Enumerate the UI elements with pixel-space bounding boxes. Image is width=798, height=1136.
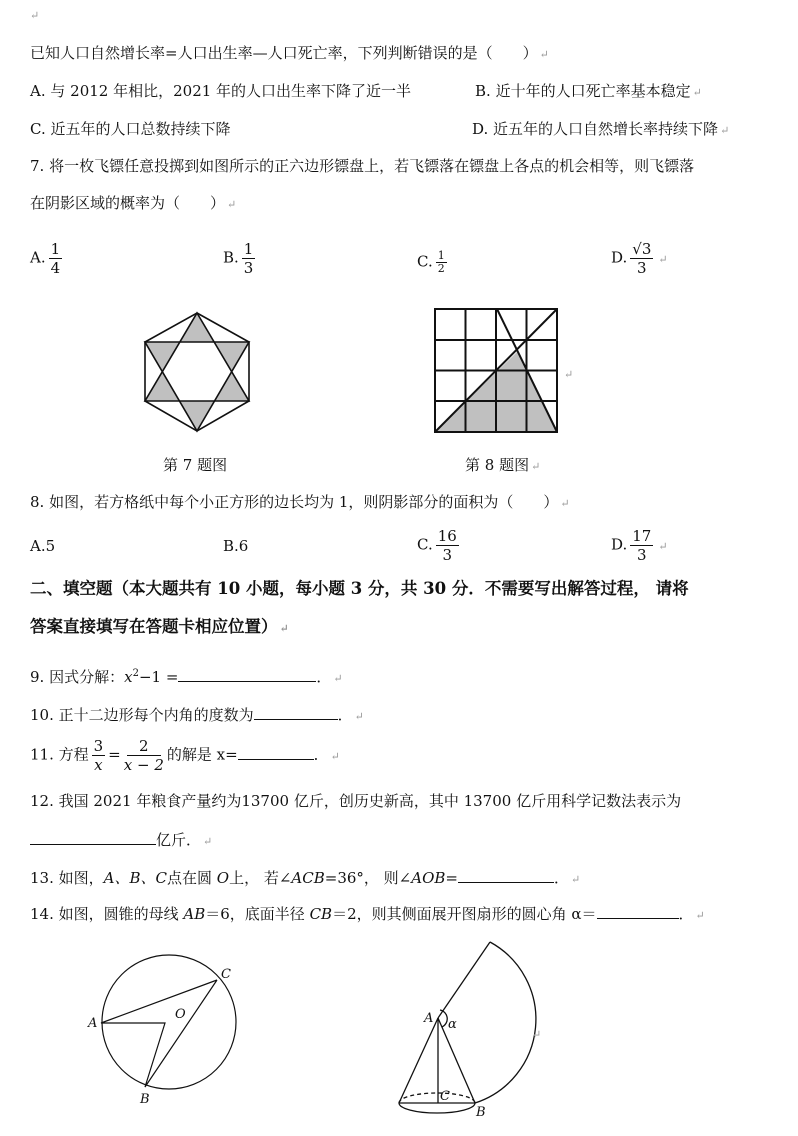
- option-text: 5: [45, 537, 56, 555]
- cone-side: [399, 1018, 438, 1103]
- option-text: 近五年的人口总数持续下降: [50, 120, 231, 138]
- q9-text: 9. 因式分解：: [30, 668, 125, 686]
- shaded-triangle: [180, 313, 214, 342]
- fraction: [630, 527, 653, 564]
- label-b: B: [476, 1105, 486, 1120]
- base-back: [399, 1093, 475, 1103]
- q14-text: ＝2，则其侧面展开图扇形的圆心角 α＝: [332, 905, 597, 923]
- section-heading-line2: [30, 617, 289, 639]
- stem-text: 8. 如图，若方格纸中每个小正方形的边长均为 1，则阴影部分的面积为（ ）: [30, 493, 559, 511]
- answer-blank[interactable]: [597, 904, 679, 919]
- option-label: A.: [30, 82, 46, 100]
- q13-text: 13. 如图，: [30, 869, 104, 887]
- numerator: 1: [50, 240, 61, 258]
- numerator: 17: [632, 527, 652, 545]
- denominator: 3: [637, 546, 647, 564]
- answer-blank[interactable]: [458, 868, 554, 883]
- angle-name: ACB: [291, 869, 325, 887]
- q13-text: 点在圆: [166, 869, 217, 887]
- q12-text: 亿斤．: [156, 831, 202, 849]
- paragraph-mark: ↵: [658, 539, 668, 553]
- option-label: A.: [30, 248, 46, 267]
- q13-text: =: [445, 869, 458, 887]
- option-label: C.: [30, 120, 46, 138]
- q13-text: 上， 若∠: [229, 869, 292, 887]
- q13: [30, 868, 580, 890]
- paragraph-mark: ↵: [531, 460, 541, 473]
- label-c: C: [440, 1089, 450, 1104]
- figure7-caption: 第 7 题图: [163, 456, 228, 474]
- label-b: B: [140, 1092, 150, 1107]
- numerator: 1: [437, 249, 445, 262]
- denominator: x: [94, 756, 103, 774]
- paragraph-mark: ↵: [539, 48, 549, 61]
- fraction: [630, 240, 653, 277]
- denominator: 3: [637, 259, 647, 277]
- option-text: 与 2012 年相比，2021 年的人口出生率下降了近一半: [50, 82, 412, 100]
- fraction: [49, 240, 63, 277]
- hexagon-star-figure: [130, 300, 270, 445]
- paragraph-mark: ↵: [658, 252, 668, 266]
- section-heading-line1: 二、填空题（本大题共有 10 小题，每小题 3 分，共 30 分．不需要写出解答过程， 请将: [30, 579, 689, 598]
- paragraph-mark: ↵: [203, 835, 213, 848]
- numerator: 2: [127, 737, 161, 756]
- suffix: ．: [553, 869, 569, 887]
- q10-text: 10. 正十二边形每个内角的度数为: [30, 706, 254, 724]
- stem-text: 已知人口自然增长率=人口出生率—人口死亡率，下列判断错误的是（ ）: [30, 44, 538, 62]
- equals: =: [108, 745, 121, 764]
- q7-line2: [30, 193, 236, 215]
- option-label: C.: [417, 252, 433, 271]
- q8-option-a: [30, 536, 55, 556]
- option-d: [472, 119, 729, 141]
- circle-figure: [80, 950, 250, 1110]
- option-label: A.: [30, 537, 46, 555]
- option-label: C.: [417, 535, 433, 554]
- grid-figure: [425, 300, 570, 445]
- option-c: [30, 119, 231, 139]
- q7-text: 在阴影区域的概率为（ ）: [30, 194, 226, 212]
- q11-text: 的解是 x=: [166, 745, 238, 764]
- caption-text: 第 8 题图: [465, 456, 530, 474]
- answer-blank[interactable]: [238, 745, 314, 760]
- denominator: 3: [442, 546, 453, 564]
- q7-option-d: [611, 240, 668, 277]
- paragraph-mark: ↵: [30, 9, 40, 22]
- q8-option-b: [223, 536, 248, 556]
- shaded-triangle: [214, 342, 249, 371]
- q12-line2: [30, 830, 212, 852]
- q9: [30, 664, 343, 689]
- q12-line1: 12. 我国 2021 年粮食产量约为13700 亿斤，创历史新高，其中 13700 亿斤用科学记数法表示为: [30, 792, 682, 810]
- fraction: [242, 240, 256, 277]
- points: A、B、C: [103, 869, 167, 887]
- paragraph-mark: ↵: [227, 198, 237, 211]
- q8-stem: [30, 492, 570, 514]
- numerator: √3: [632, 240, 652, 258]
- paragraph-mark: ↵: [354, 710, 364, 723]
- paragraph-mark: ↵: [720, 124, 730, 137]
- sector-edge: [438, 942, 490, 1018]
- numerator: 16: [437, 527, 457, 545]
- q11-text: 11. 方程: [30, 745, 89, 764]
- paragraph-mark: ↵: [695, 909, 705, 922]
- label-alpha: α: [448, 1017, 457, 1032]
- option-label: D.: [611, 535, 628, 554]
- base-front: [399, 1103, 475, 1113]
- option-label: B.: [475, 82, 491, 100]
- q7-line1: 7. 将一枚飞镖任意投掷到如图所示的正六边形镖盘上，若飞镖落在镖盘上各点的机会相等，则飞镖落: [30, 157, 695, 175]
- q7-option-a: [30, 240, 65, 277]
- fraction: [92, 737, 106, 774]
- numerator: 1: [243, 240, 254, 258]
- label-c: C: [221, 967, 231, 982]
- heading-text: 答案直接填写在答题卡相应位置）: [30, 617, 278, 636]
- q14-text: ＝6，底面半径: [205, 905, 310, 923]
- segment-name: AB: [183, 905, 206, 923]
- suffix: ．: [678, 905, 694, 923]
- q8-option-d: [611, 527, 668, 564]
- option-label: B.: [223, 537, 239, 555]
- q13-text: =36°， 则∠: [324, 869, 412, 887]
- figure8-caption: [465, 455, 540, 477]
- numerator: 3: [93, 737, 104, 755]
- option-text: 近十年的人口死亡率基本稳定: [495, 82, 691, 100]
- q10: [30, 705, 364, 727]
- label-a: A: [424, 1011, 434, 1026]
- fraction: [436, 250, 447, 275]
- cone-figure: [390, 935, 580, 1120]
- label-a: A: [88, 1016, 98, 1031]
- denominator: x − 2: [123, 756, 164, 774]
- answer-blank[interactable]: [254, 705, 338, 720]
- expr-var: x: [124, 668, 133, 686]
- shaded-triangle: [180, 401, 214, 431]
- segment-name: CB: [309, 905, 333, 923]
- option-label: D.: [472, 120, 489, 138]
- expr-rest: −1 =: [138, 668, 179, 686]
- paragraph-mark: ↵: [571, 873, 581, 886]
- suffix: ．: [337, 706, 353, 724]
- expr-exponent: 2: [132, 668, 139, 679]
- option-b: [475, 81, 702, 103]
- option-label: D.: [611, 248, 628, 267]
- paragraph-mark: ↵: [692, 86, 702, 99]
- option-a: [30, 81, 411, 101]
- q14: [30, 904, 705, 926]
- suffix: ．: [316, 668, 332, 686]
- paragraph-mark: ↵: [333, 672, 343, 685]
- q8-option-c: [417, 527, 462, 564]
- chords: [101, 980, 217, 1087]
- paragraph-mark: ↵: [532, 1028, 542, 1041]
- shaded-triangle: [145, 342, 180, 371]
- fraction: [124, 737, 164, 774]
- label-o: O: [175, 1007, 186, 1022]
- paragraph-mark: ↵: [564, 368, 574, 381]
- q14-text: 14. 如图，圆锥的母线: [30, 905, 184, 923]
- denominator: 3: [243, 259, 254, 277]
- intro-stem: [30, 43, 549, 65]
- angle-name: AOB: [411, 869, 446, 887]
- option-text: 近五年的人口自然增长率持续下降: [493, 120, 719, 138]
- q11: [30, 737, 340, 774]
- answer-blank[interactable]: [178, 667, 316, 682]
- denominator: 4: [50, 259, 61, 277]
- q7-option-b: [223, 240, 258, 277]
- paragraph-mark: ↵: [330, 749, 340, 763]
- sector-arc: [475, 942, 536, 1103]
- answer-blank[interactable]: [30, 830, 156, 845]
- q7-option-c: [417, 250, 450, 275]
- shaded-triangle: [145, 371, 180, 401]
- option-text: 6: [238, 537, 249, 555]
- paragraph-mark: ↵: [279, 622, 289, 635]
- fraction: [436, 527, 459, 564]
- option-label: B.: [223, 248, 239, 267]
- circle-name: O: [216, 869, 230, 887]
- paragraph-mark: ↵: [560, 497, 570, 510]
- denominator: 2: [437, 262, 445, 275]
- shaded-triangle: [214, 371, 249, 401]
- circle-outline: [102, 955, 236, 1089]
- suffix: ．: [313, 745, 329, 764]
